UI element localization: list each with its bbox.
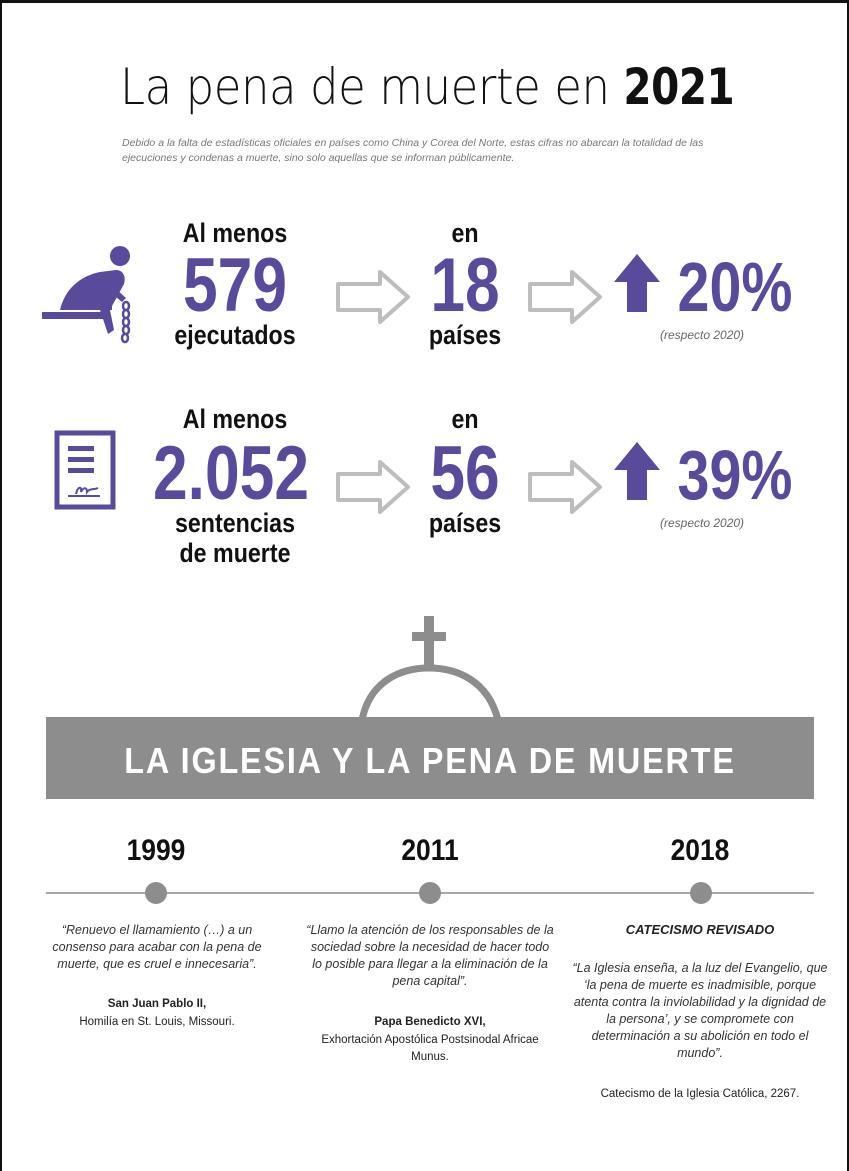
row2-number: 2.052: [153, 431, 309, 516]
row1-countries-number: 18: [430, 243, 500, 328]
timeline-quote-2018: “La Iglesia enseña, a la luz del Evangelio, que ‘la pena de muerte es inadmisible, porque atenta contra la inviolabilidad y la dignidad de la persona’, y se compromete con determinación a su abolición en todo el mundo”.: [572, 961, 828, 1060]
row1-suffix: ejecutados: [174, 320, 296, 350]
timeline-source-2011: Exhortación Apostólica Postsinodal Africae Munus.: [321, 1034, 539, 1063]
title-year: 2021: [623, 58, 735, 116]
timeline-author-2011: Papa Benedicto XVI,: [374, 1016, 486, 1028]
row1-prefix: Al menos: [182, 218, 288, 248]
up-arrow-icon: [612, 440, 662, 502]
timeline-dot: [419, 882, 441, 904]
timeline-dot: [690, 882, 712, 904]
timeline-year-1999: 1999: [126, 834, 186, 867]
prisoner-icon: [40, 244, 140, 344]
right-arrow-icon: [526, 456, 606, 518]
timeline-dot: [145, 882, 167, 904]
row2-countries-suffix: países: [428, 508, 502, 538]
church-dome-icon: [356, 616, 506, 720]
right-arrow-icon: [334, 456, 414, 518]
row1-countries-suffix: países: [428, 320, 502, 350]
timeline-author-1999: San Juan Pablo II,: [107, 998, 207, 1010]
timeline-heading-2018: CATECISMO REVISADO: [625, 922, 775, 937]
timeline-quote-1999: “Renuevo el llamamiento (…) a un consenso para acabar con la pena de muerte, que es cruel e innecesaria”.: [52, 923, 262, 971]
up-arrow-icon: [612, 252, 662, 314]
document-icon: [54, 430, 116, 510]
page-title: La pena de muerte en 2021: [120, 58, 735, 116]
page-subtitle: Debido a la falta de estadísticas oficiales en países como China y Corea del Norte, estas cifras no abarcan la totalidad de las ejecuciones y condenas a muerte, sino solo aquellas que se informan públicamente.: [122, 137, 704, 164]
row2-suffix-line2: de muerte: [179, 538, 291, 568]
timeline-year-2011: 2011: [401, 834, 459, 867]
row2-countries-prefix: en: [451, 404, 479, 434]
row1-number: 579: [183, 243, 287, 328]
row1-change-note: (respecto 2020): [660, 328, 745, 342]
row1-countries-prefix: en: [451, 218, 479, 248]
right-arrow-icon: [334, 266, 414, 328]
timeline-year-2018: 2018: [670, 834, 730, 867]
row2-suffix-line1: sentencias: [174, 508, 296, 538]
row1-change: 20%: [677, 248, 793, 326]
row2-prefix: Al menos: [182, 404, 288, 434]
right-arrow-icon: [526, 266, 606, 328]
timeline-source-2018: Catecismo de la Iglesia Católica, 2267.: [600, 1088, 800, 1100]
timeline-source-1999: Homilía en St. Louis, Missouri.: [79, 1016, 235, 1028]
row2-countries-number: 56: [430, 431, 500, 516]
row2-change: 39%: [677, 436, 793, 514]
timeline-quote-2011: “Llamo la atención de los responsables de la sociedad sobre la necesidad de hacer todo lo posible para llegar a la eliminación de la pena capital”.: [306, 923, 554, 988]
church-banner-title: LA IGLESIA Y LA PENA DE MUERTE: [124, 740, 736, 781]
row2-change-note: (respecto 2020): [660, 516, 745, 530]
